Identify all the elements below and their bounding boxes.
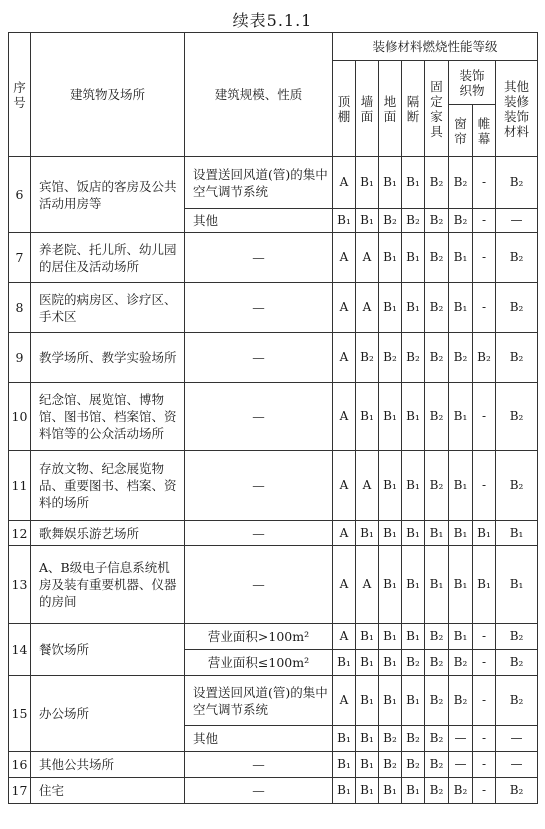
table-row [9, 546, 538, 624]
val-ceiling: B₁ [333, 726, 356, 752]
row-no: 8 [9, 283, 31, 333]
row-place: 医院的病房区、诊疗区、手术区 [31, 283, 185, 333]
val-partition: B₁ [402, 233, 425, 283]
val-curtain: — [449, 752, 473, 778]
row-scale: — [185, 521, 333, 546]
val-ceiling: A [333, 451, 356, 521]
val-partition: B₁ [402, 778, 425, 804]
val-furniture: B₂ [425, 157, 449, 209]
val-wall: B₁ [356, 157, 379, 209]
val-wall: B₁ [356, 676, 379, 726]
val-wall: B₁ [356, 650, 379, 676]
row-scale: — [185, 383, 333, 451]
table-row [9, 752, 538, 778]
val-drape: - [473, 209, 496, 233]
val-other: — [496, 209, 538, 233]
val-curtain: B₂ [449, 157, 473, 209]
val-wall: B₁ [356, 726, 379, 752]
val-drape: - [473, 650, 496, 676]
val-floor: B₁ [379, 624, 402, 650]
row-scale: 设置送回风道(管)的集中空气调节系统 [185, 157, 333, 209]
val-ceiling: A [333, 676, 356, 726]
val-curtain: B₂ [449, 650, 473, 676]
row-place: 教学场所、教学实验场所 [31, 333, 185, 383]
val-furniture: B₂ [425, 676, 449, 726]
val-furniture: B₂ [425, 726, 449, 752]
val-wall: B₁ [356, 521, 379, 546]
val-other: B₂ [496, 157, 538, 209]
val-curtain: B₁ [449, 624, 473, 650]
table-row [9, 383, 538, 451]
val-partition: B₁ [402, 624, 425, 650]
val-furniture: B₁ [425, 521, 449, 546]
val-other: — [496, 726, 538, 752]
val-floor: B₁ [379, 451, 402, 521]
val-wall: B₁ [356, 209, 379, 233]
val-partition: B₁ [402, 157, 425, 209]
val-floor: B₁ [379, 157, 402, 209]
val-partition: B₁ [402, 451, 425, 521]
val-other: B₂ [496, 451, 538, 521]
table-row [9, 676, 538, 726]
val-other: B₁ [496, 521, 538, 546]
val-furniture: B₂ [425, 209, 449, 233]
val-floor: B₁ [379, 546, 402, 624]
val-drape: - [473, 624, 496, 650]
val-furniture: B₂ [425, 650, 449, 676]
val-drape: - [473, 383, 496, 451]
table-row [9, 157, 538, 209]
val-partition: B₁ [402, 383, 425, 451]
header-floor [379, 61, 402, 157]
table-row [9, 624, 538, 650]
table-row [9, 333, 538, 383]
val-curtain: B₂ [449, 209, 473, 233]
header-furniture [425, 61, 449, 157]
row-place: 纪念馆、展览馆、博物馆、图书馆、档案馆、资料馆等的公众活动场所 [31, 383, 185, 451]
table-row [9, 283, 538, 333]
header-group: 装修材料燃烧性能等级 [333, 33, 538, 61]
val-partition: B₂ [402, 726, 425, 752]
row-scale: — [185, 283, 333, 333]
val-other: B₂ [496, 283, 538, 333]
header-place: 建筑物及场所 [31, 33, 185, 157]
row-scale: — [185, 333, 333, 383]
row-place: 其他公共场所 [31, 752, 185, 778]
header-wall [356, 61, 379, 157]
val-ceiling: A [333, 157, 356, 209]
val-ceiling: A [333, 546, 356, 624]
row-scale: 营业面积>100m² [185, 624, 333, 650]
row-scale: 设置送回风道(管)的集中空气调节系统 [185, 676, 333, 726]
val-wall: A [356, 546, 379, 624]
val-furniture: B₂ [425, 752, 449, 778]
header-partition-text: 隔 断 [406, 93, 420, 124]
val-floor: B₁ [379, 521, 402, 546]
val-partition: B₁ [402, 676, 425, 726]
val-floor: B₁ [379, 778, 402, 804]
header-curtain-text: 窗 帘 [454, 115, 467, 146]
header-drape [473, 105, 496, 157]
val-partition: B₂ [402, 209, 425, 233]
header-drape-text: 帷 幕 [477, 115, 491, 146]
row-no: 12 [9, 521, 31, 546]
val-drape: - [473, 451, 496, 521]
val-drape: - [473, 778, 496, 804]
table-row [9, 451, 538, 521]
val-curtain: B₁ [449, 451, 473, 521]
val-drape: - [473, 676, 496, 726]
header-ceiling-text: 顶 棚 [337, 93, 351, 124]
val-drape: - [473, 157, 496, 209]
val-other: B₂ [496, 383, 538, 451]
header-no-text: 序 号 [13, 79, 26, 110]
val-floor: B₂ [379, 726, 402, 752]
header-floor-text: 地 面 [383, 93, 397, 124]
val-furniture: B₁ [425, 546, 449, 624]
header-partition [402, 61, 425, 157]
val-partition: B₂ [402, 333, 425, 383]
val-furniture: B₂ [425, 451, 449, 521]
table-row [9, 521, 538, 546]
row-no: 6 [9, 157, 31, 233]
val-drape: - [473, 233, 496, 283]
val-curtain: B₂ [449, 333, 473, 383]
val-other: B₁ [496, 546, 538, 624]
header-curtain [449, 105, 473, 157]
row-place: 办公场所 [31, 676, 185, 752]
val-other: — [496, 752, 538, 778]
val-other: B₂ [496, 233, 538, 283]
val-floor: B₁ [379, 650, 402, 676]
val-ceiling: B₁ [333, 778, 356, 804]
val-floor: B₁ [379, 283, 402, 333]
val-wall: B₁ [356, 778, 379, 804]
row-no: 17 [9, 778, 31, 804]
val-wall: B₁ [356, 624, 379, 650]
val-floor: B₂ [379, 209, 402, 233]
row-no: 13 [9, 546, 31, 624]
fire-rating-table [8, 32, 538, 804]
val-wall: A [356, 233, 379, 283]
val-curtain: — [449, 726, 473, 752]
val-partition: B₁ [402, 546, 425, 624]
val-ceiling: A [333, 333, 356, 383]
header-wall-text: 墙 面 [360, 93, 374, 124]
header-ceiling [333, 61, 356, 157]
val-ceiling: B₁ [333, 209, 356, 233]
val-furniture: B₂ [425, 333, 449, 383]
val-wall: A [356, 283, 379, 333]
val-curtain: B₁ [449, 383, 473, 451]
val-floor: B₁ [379, 383, 402, 451]
val-drape: - [473, 283, 496, 333]
val-furniture: B₂ [425, 233, 449, 283]
row-scale: — [185, 233, 333, 283]
row-scale: — [185, 752, 333, 778]
val-ceiling: A [333, 283, 356, 333]
val-partition: B₁ [402, 283, 425, 333]
val-ceiling: A [333, 624, 356, 650]
row-scale: — [185, 546, 333, 624]
val-partition: B₁ [402, 521, 425, 546]
row-no: 16 [9, 752, 31, 778]
header-no [9, 33, 31, 157]
val-curtain: B₁ [449, 283, 473, 333]
val-ceiling: B₁ [333, 650, 356, 676]
val-floor: B₁ [379, 233, 402, 283]
val-floor: B₂ [379, 752, 402, 778]
val-drape: B₁ [473, 546, 496, 624]
val-ceiling: A [333, 521, 356, 546]
header-other-text: 其他 装修 装饰 材料 [504, 78, 530, 139]
row-place: 住宅 [31, 778, 185, 804]
header-textile [449, 61, 496, 105]
row-place: 存放文物、纪念展览物品、重要图书、档案、资料的场所 [31, 451, 185, 521]
val-drape: B₂ [473, 333, 496, 383]
row-no: 15 [9, 676, 31, 752]
row-place: 餐饮场所 [31, 624, 185, 676]
val-drape: - [473, 726, 496, 752]
row-no: 9 [9, 333, 31, 383]
row-place: 养老院、托儿所、幼儿园的居住及活动场所 [31, 233, 185, 283]
row-place: 歌舞娱乐游艺场所 [31, 521, 185, 546]
row-scale: — [185, 451, 333, 521]
row-scale: 其他 [185, 726, 333, 752]
header-textile-text: 装饰 织物 [459, 67, 485, 98]
header-furniture-text: 固 定 家 具 [430, 78, 443, 139]
val-curtain: B₁ [449, 546, 473, 624]
row-scale: 其他 [185, 209, 333, 233]
row-no: 11 [9, 451, 31, 521]
val-ceiling: A [333, 383, 356, 451]
val-other: B₂ [496, 624, 538, 650]
val-partition: B₂ [402, 752, 425, 778]
val-other: B₂ [496, 333, 538, 383]
table-row [9, 778, 538, 804]
val-wall: B₂ [356, 333, 379, 383]
val-curtain: B₂ [449, 778, 473, 804]
row-place: A、B级电子信息系统机房及装有重要机器、仪器的房间 [31, 546, 185, 624]
val-floor: B₁ [379, 676, 402, 726]
val-wall: A [356, 451, 379, 521]
val-partition: B₂ [402, 650, 425, 676]
val-drape: B₁ [473, 521, 496, 546]
val-other: B₂ [496, 778, 538, 804]
val-furniture: B₂ [425, 383, 449, 451]
val-other: B₂ [496, 676, 538, 726]
row-no: 7 [9, 233, 31, 283]
row-no: 14 [9, 624, 31, 676]
row-no: 10 [9, 383, 31, 451]
row-place: 宾馆、饭店的客房及公共活动用房等 [31, 157, 185, 233]
val-floor: B₂ [379, 333, 402, 383]
val-other: B₂ [496, 650, 538, 676]
header-scale: 建筑规模、性质 [185, 33, 333, 157]
val-furniture: B₂ [425, 778, 449, 804]
val-curtain: B₁ [449, 521, 473, 546]
val-ceiling: B₁ [333, 752, 356, 778]
table-title: 续表5.1.1 [232, 11, 313, 30]
header-other [496, 61, 538, 157]
val-furniture: B₂ [425, 624, 449, 650]
val-curtain: B₂ [449, 676, 473, 726]
val-curtain: B₁ [449, 233, 473, 283]
row-scale: 营业面积≤100m² [185, 650, 333, 676]
val-wall: B₁ [356, 383, 379, 451]
val-drape: - [473, 752, 496, 778]
val-furniture: B₂ [425, 283, 449, 333]
row-scale: — [185, 778, 333, 804]
table-row [9, 233, 538, 283]
val-ceiling: A [333, 233, 356, 283]
val-wall: B₁ [356, 752, 379, 778]
